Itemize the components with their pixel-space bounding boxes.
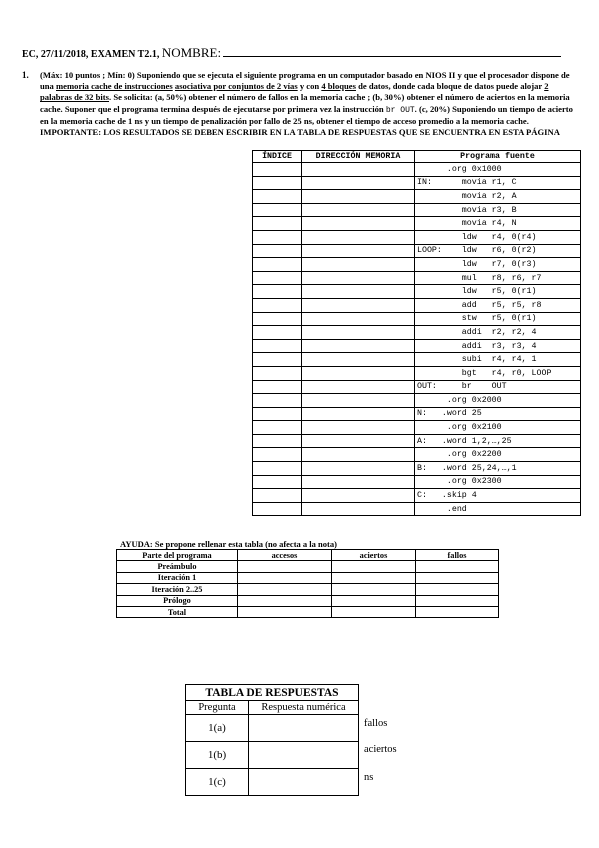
direccion-cell[interactable] [302, 258, 415, 272]
help-cell-fallos[interactable] [416, 561, 499, 572]
source-line: addi r2, r2, 4 [415, 326, 581, 340]
source-line: movia r3, B [415, 203, 581, 217]
memory-row [253, 230, 581, 244]
source-line: bgt r4, r0, LOOP [415, 366, 581, 380]
exam-header-prefix: EC, 27/11/2018, EXAMEN T2.1, [22, 49, 160, 60]
source-line: addi r3, r3, 4 [415, 339, 581, 353]
direccion-cell[interactable] [302, 285, 415, 299]
answers-header-pregunta: Pregunta [186, 701, 249, 715]
source-line: .org 0x1000 [415, 163, 581, 177]
source-line: subi r4, r4, 1 [415, 353, 581, 367]
unit-fallos: fallos [364, 718, 388, 729]
indice-cell[interactable] [253, 271, 302, 285]
source-line: N: .word 25 [415, 407, 581, 421]
help-cell-fallos[interactable] [416, 595, 499, 606]
question-underline-cache: memoria cache de instrucciones [56, 81, 173, 92]
direccion-cell[interactable] [302, 475, 415, 489]
answers-table [185, 684, 359, 796]
direccion-cell[interactable] [302, 203, 415, 217]
help-cell-accesos[interactable] [238, 595, 332, 606]
source-line: movia r2, A [415, 190, 581, 204]
help-row [117, 572, 499, 583]
indice-cell[interactable] [253, 217, 302, 231]
memory-row [253, 298, 581, 312]
help-header-accesos: accesos [238, 550, 332, 561]
question-text [40, 70, 580, 138]
source-line: OUT: br OUT [415, 380, 581, 394]
indice-cell[interactable] [253, 190, 302, 204]
source-line: stw r5, 0(r1) [415, 312, 581, 326]
memory-row [253, 244, 581, 258]
memory-row [253, 380, 581, 394]
source-line: LOOP: ldw r6, 0(r2) [415, 244, 581, 258]
help-row-label: Iteración 2..25 [117, 584, 238, 595]
indice-cell[interactable] [253, 489, 302, 503]
indice-cell[interactable] [253, 176, 302, 190]
direccion-cell[interactable] [302, 176, 415, 190]
memory-row [253, 285, 581, 299]
help-header-fallos: fallos [416, 550, 499, 561]
indice-cell[interactable] [253, 244, 302, 258]
source-line: ldw r4, 0(r4) [415, 230, 581, 244]
memory-table [252, 150, 581, 516]
memory-row [253, 462, 581, 476]
memory-row [253, 271, 581, 285]
source-line: A: .word 1,2,…,25 [415, 434, 581, 448]
direccion-cell[interactable] [302, 217, 415, 231]
answer-question: 1(c) [186, 769, 249, 796]
answer-question: 1(b) [186, 742, 249, 769]
memory-row [253, 163, 581, 177]
indice-cell[interactable] [253, 163, 302, 177]
direccion-cell[interactable] [302, 298, 415, 312]
memory-row [253, 366, 581, 380]
help-row [117, 584, 499, 595]
memory-row [253, 258, 581, 272]
question-underline-assoc: asociativa por conjuntos de 2 vías [174, 81, 298, 92]
answer-value-cell[interactable] [249, 769, 359, 796]
help-cell-fallos[interactable] [416, 606, 499, 617]
memory-row [253, 353, 581, 367]
indice-cell[interactable] [253, 448, 302, 462]
help-table [116, 549, 499, 618]
indice-cell[interactable] [253, 353, 302, 367]
direccion-cell[interactable] [302, 339, 415, 353]
help-row [117, 595, 499, 606]
direccion-cell[interactable] [302, 326, 415, 340]
question-text-part: . (c, 20%) Suponiendo un tiempo de acierto en la memoria cache de 1 ns y un tiempo de penalización por fallo de 25 ns, obtener el tiempo de acceso promedio a la memoria cache. IMPORTANTE: LOS RESULTADOS SE DEBEN ESCRIBIR EN LA TABLA DE RESPUESTAS QUE SE ENCUENTRA EN ESTA PÁGINA [40, 103, 573, 138]
help-cell-aciertos[interactable] [332, 584, 416, 595]
answer-value-cell[interactable] [249, 715, 359, 742]
help-cell-aciertos[interactable] [332, 595, 416, 606]
memory-row [253, 489, 581, 503]
source-line: IN: movia r1, C [415, 176, 581, 190]
source-line: .org 0x2100 [415, 421, 581, 435]
question-underline-blocks: 4 bloques [321, 81, 356, 92]
help-cell-accesos[interactable] [238, 584, 332, 595]
question-number: 1. [22, 70, 29, 80]
direccion-cell[interactable] [302, 163, 415, 177]
answer-question: 1(a) [186, 715, 249, 742]
help-cell-accesos[interactable] [238, 572, 332, 583]
memory-row [253, 190, 581, 204]
help-cell-accesos[interactable] [238, 606, 332, 617]
question-code: br OUT [385, 105, 415, 115]
indice-cell[interactable] [253, 312, 302, 326]
direccion-cell[interactable] [302, 190, 415, 204]
direccion-cell[interactable] [302, 462, 415, 476]
indice-cell[interactable] [253, 502, 302, 516]
memory-row [253, 217, 581, 231]
memory-row [253, 434, 581, 448]
source-line: .org 0x2200 [415, 448, 581, 462]
source-line: movia r4, N [415, 217, 581, 231]
answers-header-respuesta: Respuesta numérica [249, 701, 359, 715]
direccion-cell[interactable] [302, 312, 415, 326]
direccion-cell[interactable] [302, 244, 415, 258]
help-cell-aciertos[interactable] [332, 561, 416, 572]
memory-row [253, 176, 581, 190]
help-cell-fallos[interactable] [416, 584, 499, 595]
source-line: B: .word 25,24,…,1 [415, 462, 581, 476]
nombre-line[interactable] [223, 46, 561, 57]
direccion-cell[interactable] [302, 366, 415, 380]
direccion-cell[interactable] [302, 380, 415, 394]
source-line: add r5, r5, r8 [415, 298, 581, 312]
direccion-cell[interactable] [302, 502, 415, 516]
indice-cell[interactable] [253, 298, 302, 312]
header-direccion: DIRECCIÓN MEMORIA [302, 151, 415, 163]
indice-cell[interactable] [253, 380, 302, 394]
source-line: ldw r5, 0(r1) [415, 285, 581, 299]
indice-cell[interactable] [253, 421, 302, 435]
help-cell-aciertos[interactable] [332, 606, 416, 617]
indice-cell[interactable] [253, 462, 302, 476]
source-line: mul r8, r6, r7 [415, 271, 581, 285]
help-header-parte: Parte del programa [117, 550, 238, 561]
indice-cell[interactable] [253, 285, 302, 299]
direccion-cell[interactable] [302, 353, 415, 367]
answer-row [186, 715, 359, 742]
memory-row [253, 421, 581, 435]
indice-cell[interactable] [253, 230, 302, 244]
source-line: ldw r7, 0(r3) [415, 258, 581, 272]
header-indice: ÍNDICE [253, 151, 302, 163]
help-cell-fallos[interactable] [416, 572, 499, 583]
nombre-label: NOMBRE: [161, 45, 222, 60]
direccion-cell[interactable] [302, 394, 415, 408]
memory-row [253, 407, 581, 421]
memory-row [253, 448, 581, 462]
answer-row [186, 742, 359, 769]
indice-cell[interactable] [253, 258, 302, 272]
help-cell-accesos[interactable] [238, 561, 332, 572]
indice-cell[interactable] [253, 339, 302, 353]
memory-row [253, 339, 581, 353]
header-programa: Programa fuente [415, 151, 581, 163]
memory-row [253, 475, 581, 489]
help-title: AYUDA: Se propone rellenar esta tabla (no afecta a la nota) [120, 539, 337, 549]
help-row [117, 606, 499, 617]
source-line: .org 0x2300 [415, 475, 581, 489]
memory-row [253, 312, 581, 326]
indice-cell[interactable] [253, 366, 302, 380]
direccion-cell[interactable] [302, 448, 415, 462]
memory-row [253, 394, 581, 408]
indice-cell[interactable] [253, 203, 302, 217]
indice-cell[interactable] [253, 407, 302, 421]
question-text-part: (Máx: 10 puntos ; Mín: 0) Suponiendo que se ejecuta el siguiente programa en un computador basado en NIOS II y que el procesador dispone de una [40, 70, 570, 92]
help-row-label: Preámbulo [117, 561, 238, 572]
question-text-part: de datos, donde cada bloque de datos puede alojar [355, 81, 545, 92]
source-line: .end [415, 502, 581, 516]
help-row [117, 561, 499, 572]
question-underline-words: 2 palabras de 32 bits [40, 81, 549, 103]
memory-row [253, 203, 581, 217]
indice-cell[interactable] [253, 394, 302, 408]
source-line: C: .skip 4 [415, 489, 581, 503]
direccion-cell[interactable] [302, 489, 415, 503]
source-line: .org 0x2000 [415, 394, 581, 408]
unit-ns: ns [364, 772, 374, 783]
exam-header [22, 45, 561, 61]
help-header-aciertos: aciertos [332, 550, 416, 561]
direccion-cell[interactable] [302, 434, 415, 448]
indice-cell[interactable] [253, 434, 302, 448]
direccion-cell[interactable] [302, 271, 415, 285]
answer-row [186, 769, 359, 796]
question-text-part: y con [297, 81, 322, 92]
direccion-cell[interactable] [302, 230, 415, 244]
memory-row [253, 326, 581, 340]
help-cell-aciertos[interactable] [332, 572, 416, 583]
help-row-label: Total [117, 606, 238, 617]
indice-cell[interactable] [253, 475, 302, 489]
question-text-part: . Se solicita: (a, 50%) obtener el número de fallos en la memoria cache ; (b, 30%) obtener el número de aciertos en la memoria cache. Suponer que el programa termina después de ejecutarse por primera vez la instrucción [40, 92, 570, 114]
unit-aciertos: aciertos [364, 744, 397, 755]
direccion-cell[interactable] [302, 421, 415, 435]
indice-cell[interactable] [253, 326, 302, 340]
help-row-label: Prólogo [117, 595, 238, 606]
direccion-cell[interactable] [302, 407, 415, 421]
memory-row [253, 502, 581, 516]
answers-title: TABLA DE RESPUESTAS [186, 685, 359, 701]
answer-value-cell[interactable] [249, 742, 359, 769]
help-row-label: Iteración 1 [117, 572, 238, 583]
